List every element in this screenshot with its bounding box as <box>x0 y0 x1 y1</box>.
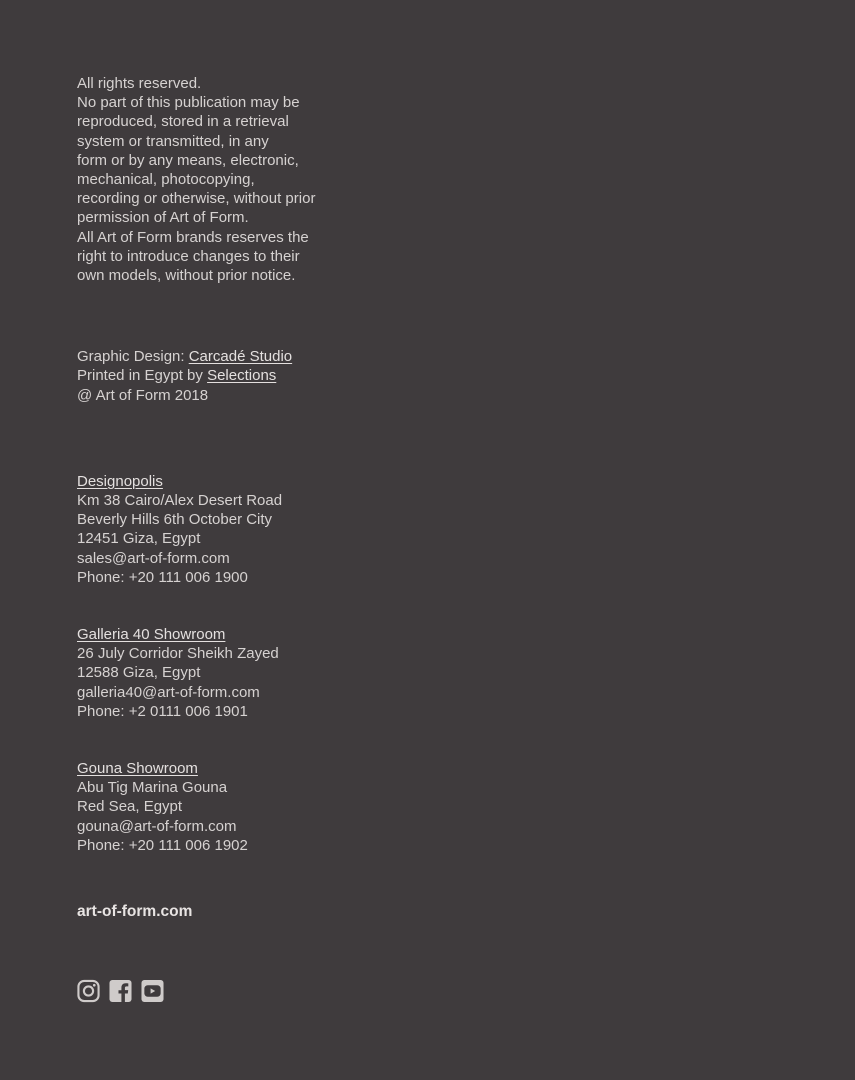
phone-number: Phone: +20 111 006 1900 <box>77 568 248 586</box>
rights-line: reproduced, stored in a retrieval <box>77 113 289 131</box>
phone-number: Phone: +2 0111 006 1901 <box>77 702 248 720</box>
email-address: galleria40@art-of-form.com <box>77 683 260 701</box>
credits <box>77 347 377 405</box>
gouna-showroom-link[interactable]: Gouna Showroom <box>77 760 198 778</box>
social-links <box>77 979 164 1003</box>
address-line: 26 July Corridor Sheikh Zayed <box>77 645 279 663</box>
address-line: Red Sea, Egypt <box>77 798 183 816</box>
footer-content <box>77 74 377 921</box>
selections-link[interactable]: Selections <box>207 367 277 385</box>
facebook-icon[interactable] <box>109 979 132 1003</box>
email-address: gouna@art-of-form.com <box>77 817 237 835</box>
printed-credit <box>77 366 377 385</box>
rights-line: system or transmitted, in any <box>77 132 269 150</box>
address-line: 12588 Giza, Egypt <box>77 664 201 682</box>
design-credit-label: Graphic Design: <box>77 348 189 366</box>
printed-credit-label: Printed in Egypt by <box>77 367 208 385</box>
rights-line: No part of this publication may be <box>77 94 300 112</box>
website-link[interactable]: art-of-form.com <box>77 903 193 921</box>
address-line: Beverly Hills 6th October City <box>77 511 273 529</box>
location-galleria-40 <box>77 625 377 721</box>
rights-line: own models, without prior notice. <box>77 267 296 285</box>
rights-line: All Art of Form brands reserves the <box>77 228 309 246</box>
rights-line: All rights reserved. <box>77 75 202 92</box>
rights-line: mechanical, photocopying, <box>77 171 255 189</box>
address-line: 12451 Giza, Egypt <box>77 530 201 548</box>
email-address: sales@art-of-form.com <box>77 549 230 567</box>
address-line: Abu Tig Marina Gouna <box>77 779 228 797</box>
rights-notice <box>77 74 377 285</box>
phone-number: Phone: +20 111 006 1902 <box>77 836 248 854</box>
location-gouna <box>77 759 377 855</box>
rights-line: form or by any means, electronic, <box>77 151 299 169</box>
copyright: @ Art of Form 2018 <box>77 386 209 404</box>
carcade-studio-link[interactable]: Carcadé Studio <box>188 348 293 366</box>
designopolis-link[interactable]: Designopolis <box>77 472 163 490</box>
galleria-40-link[interactable]: Galleria 40 Showroom <box>77 626 226 644</box>
rights-line: permission of Art of Form. <box>77 209 249 227</box>
instagram-icon[interactable] <box>77 979 100 1003</box>
address-line: Km 38 Cairo/Alex Desert Road <box>77 492 283 510</box>
location-designopolis <box>77 472 377 587</box>
youtube-icon[interactable] <box>141 979 164 1003</box>
rights-line: recording or otherwise, without prior <box>77 190 316 208</box>
design-credit <box>77 347 377 366</box>
rights-line: right to introduce changes to their <box>77 247 300 265</box>
